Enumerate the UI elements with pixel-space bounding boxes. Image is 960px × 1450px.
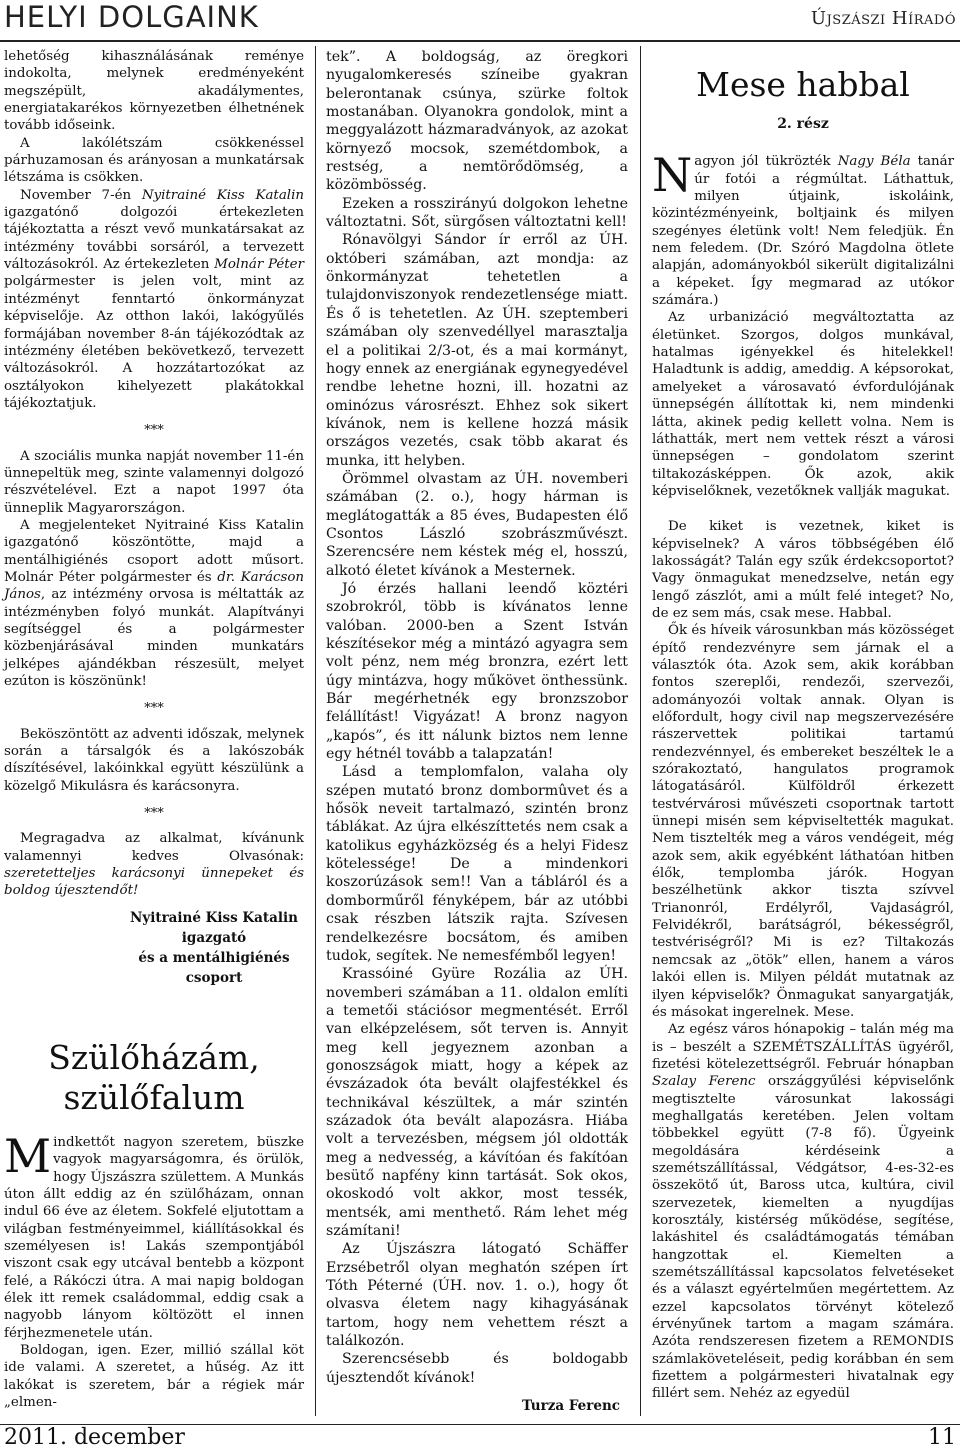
article-headline: Szülőházám, szülőfalum <box>48 1037 260 1117</box>
page-header <box>0 0 960 40</box>
paragraph: Ők és híveik városunkban más közösséget építő rendezvényre sem járnak el a választók óta. Azok sem, akik korábban fontos szereplői, rendezői, szervezői, adományozói voltak annak. Olyan is előfordult, hogy civil nap megszervezésére rászervettek politikai tartamú rendezvénnyel, és embereket beszéltek le a szórakoztató, hangulatos programok látogatásáról. Külföldről érkezett testvérvárosi művészeti csoportnak tartott ünnepi misén sem képviseltették magukat. Nem tisztelték meg a város vendégeit, még azok sem, akik egyébként láthatóan hitben élők, templomba járók. Hogyan beszélhetünk akkor tiszta szívvel Trianonról, Erdélyről, Vajdaságról, Felvidékről, barátságról, békességről, testvériségről? Mi is ez? Tiltakozás nemcsak az „ötök” ellen, hanem a város lakói ellen is. Milyen példát mutatnak az ilyen képviselők? Önmagukat sanyargatják, és másokat ingerelnek. Mese. <box>652 623 954 1020</box>
signature: Nyitrainé Kiss Katalin igazgató és a mentálhigiénés csoport <box>130 909 298 986</box>
paragraph: November 7-én Nyitrainé Kiss Katalin igazgatónő dolgozói értekezleten tájékoztatta a részt vevő munkatársakat az intézmény további sorsáról, a tervezett változásokról. Az értekezleten Molnár Péter polgármester is jelen volt, mint az intézményt fenntartó önkormányzat képviselője. Az otthon lakói, lakógyűlés formájában november 8-án tájékozódtak az intézmény életében bekövetkező, tervezett változásokról. A hozzátartozókat az osztályokon kihelyezett plakátokkal tájékoztatjuk. <box>4 187 304 411</box>
paragraph: Megragadva az alkalmat, kívánunk valamennyi kedves Olvasónak: szeretetteljes karácsonyi ünnepeket és boldog újesztendőt! <box>4 831 304 899</box>
paragraph: Jó érzés hallani leendő köztéri szobrokról, több is kívánatos lenne valóban. 2000-ben a Szent István készítésekor még a mintázó agyagra sem volt pénz, nem még bronzra, ezért lett úgy mintázva, hogy műkövet önthessünk. Bár megérhetnék egy bronzszobor felállítást! Vigyázat! A bronz nagyon „kapós”, és itt nálunk biztos nem lenne egy hétnél tovább a talapzatán! <box>326 580 628 763</box>
paragraph: Mindkettőt nagyon szeretem, büszke vagyok magyarságomra, és örülök, hogy Újszászra születtem. A Munkás úton állt eddig az én szülőházam, onnan indul 66 éve az életem. Sokfelé eljutottam a világban festményeimmel, kiállításokkal és személyesen is! Lakás szempontjából viszont csak egy utcával bentebb a központ felé, a Rákóczi útra. A mai napig boldogan élek itt remek családommal, eddig csak a nagyobb lányom költözött el innen férjhezmenetele után. <box>4 1128 304 1341</box>
paragraph: Örömmel olvastam az ÚH. novemberi számában (2. o.), hogy hárman is meglátogatták a 85 éves, Budapesten élő Csontos László szobrászművészt. Szerencsére nem késtek még el, hosszú, alkotó életet kívánok a Mesternek. <box>326 470 628 579</box>
header-rule <box>0 40 960 42</box>
column-rule-2 <box>640 46 641 1416</box>
drop-cap: M <box>4 1128 52 1183</box>
paragraph: Az Újszászra látogató Schäffer Erzsébetről olyan meghatón szépen írt Tóth Péterné (ÚH. nov. 1. o.), hogy őt olvasva életem nagy kihagyásának tartom, hogy nem vehettem részt a találkozón. <box>326 1241 628 1350</box>
issue-date: 2011. december <box>4 1425 185 1450</box>
column-2 <box>326 48 628 1415</box>
newspaper-name: Újszászi Híradó <box>810 8 956 29</box>
separator: *** <box>144 806 164 822</box>
paragraph: Az egész város hónapokig – talán még ma is – beszélt a SZEMÉTSZÁLLÍTÁS ügyéről, fizetési kötelezettségről. Február hónapban Szalay Ferenc országgyűlési képviselőnk megtisztelte városunkat lakossági meghallgatás keretében. Jelen voltam többekkel együtt (7-8 fő). Ügyeink megoldására kérdéseink a szemétszállítással, Védgátsor, 4-es-32-es összekötő út, Baross utca, kultúra, civil szervezetek, kiemelten a nyugdíjas korosztály, kistérség működése, segítése, lakáshitel és családtámogatás témában hangzottak el. Kiemelten a szemétszállítással kapcsolatos felvetéseket és a választ egyértelműen megértettem. Az ezzel kapcsolatos törvényt kötelező érvényűnek tartom a magam számára. Azóta rendszeresen fizetem a REMONDIS számlaköveteléseit, pedig korábban én sem fizettem a polgármesteri hivatalnak egy fillért sem. Nehéz az egyedül <box>652 1022 954 1402</box>
paragraph: Boldogan, igen. Ezer, millió szállal köt ide valami. A szeretet, a hűség. Az itt lakókat is szeretem, bár a régiek már „elmen- <box>4 1342 304 1410</box>
article-title: Mese habbal <box>696 65 910 104</box>
paragraph: Rónavölgyi Sándor ír erről az ÚH. októberi számában, azt mondja: az önkormányzat tehetetlen a tulajdonviszonyok rendezetlensége miatt. És ő is tehetetlen. Az ÚH. szeptemberi számában oly szenvedéllyel marasztalja el a politikai 2/3-ot, és a mai kormányt, hogy ennek az energiának egynegyedével rendbe lehetne hozni, ill. hozatni az ominózus városrészt. Ehhez sok sikert kívánok, nem is kellene hozzá másik országos vezetés, csak több akarat és munka, itt helyben. <box>326 232 628 469</box>
paragraph: Ezeken a rosszirányú dolgokon lehetne változtatni. Sőt, sürgősen változtatni kell! <box>326 195 628 231</box>
paragraph: Nagyon jól tükrözték Nagy Béla tanár úr fotói a régmúltat. Láthattuk, milyen útjaink, iskoláink, közintézményeink, boltjaink és milyen szegényes életünk volt! Nem feledjük. Én nem feledem. (Dr. Szóró Magdolna ötlete alapján, adományokból sikerült digitalizálni a képeket. Így megmarad az utókor számára.) <box>652 148 954 309</box>
author-name: Turza Ferenc <box>521 1398 620 1415</box>
page-number: 11 <box>928 1425 956 1450</box>
paragraph: tek”. A boldogság, az öregkori nyugalomkeresés színeibe gyakran belerontanak csúnya, szürke foltok mostanában. Olyanokra gondolok, mint a meggyalázott házmaradványok, az azokat környező mocsok, szemétdombok, a restség, a nemtörődömség, a közömbösség. <box>326 49 628 194</box>
paragraph: lehetőség kihasználásának reménye indokolta, melynek eredményeként megszépült, akadálymentes, energiatakarékos környezetben élhetnének tovább időseink. <box>4 49 304 134</box>
paragraph: Az urbanizáció megváltoztatta az életünket. Szorgos, dolgos munkával, hatalmas igényekkel és hitelekkel! Haladtunk is addig, ameddig. A képsorokat, amelyeket a városavató évfordulójának ünnepségén állítottak ki, nem mindenki látta, akinek pedig kellett volna. Nem is láthatták, mert nem vettek részt a városi ünnepségen – gondolatom szerint tiltakozásképpen. Ők azok, akik képviselőknek, vezetőknek vallják magukat. <box>652 310 954 499</box>
column-1 <box>4 48 304 1411</box>
section-title: HELYI DOLGAINK <box>4 0 259 34</box>
paragraph: Szerencsésebb és boldogabb újesztendőt kívánok! <box>326 1351 628 1386</box>
paragraph: A megjelenteket Nyitrainé Kiss Katalin igazgatónő köszöntötte, majd a mentálhigiénés csoport adott műsort. Molnár Péter polgármester és dr. Karácson János, az intézmény orvosa is méltatták az intézményben folyó munkát. Alapítványi segítséggel és a polgármester közbenjárásával minden munkatárs jelképes ajándékban részesült, melyet ezúton is köszönünk! <box>4 517 305 690</box>
paragraph: A lakólétszám csökkenéssel párhuzamosan és arányosan a munkatársak létszáma is csökken. <box>4 135 304 186</box>
separator: *** <box>144 423 164 439</box>
paragraph: Lásd a templomfalon, valaha oly szépen mutató bronz dombormûvet és a hősök neveit tartalmazó, szintén bronz táblákat. Az újra elkészíttetés nem csak a katolikus egyházközség és a helyi Fidesz kötelessége! De a mindenkori koszorúzások sem!! Van a tábláról és a domborműről fényképem, bár az utóbbi csak részben látszik rajta. Szívesen rendelkezésre bocsátom, és amiben tudok, segítek. Ne nemesfémből legyen! <box>326 764 628 964</box>
column-rule-1 <box>315 46 316 1416</box>
paragraph: Beköszöntött az adventi időszak, melynek során a társalgók és a lakószobák díszítésével, lakóinkkal együtt készülünk a közelgő Mikulásra és karácsonyra. <box>4 726 304 794</box>
drop-cap: N <box>652 148 693 203</box>
separator: *** <box>144 701 164 717</box>
column-3 <box>652 48 954 1403</box>
paragraph: Krassóiné Gyüre Rozália az ÚH. novemberi számában a 11. oldalon említi a temetői stációsor megmentését. Erről van elképzelésem, sőt terven is. Annyit meg kell jegyeznem azonban a gonoszságok miatt, hogy a képek az évszázadok óta bevált olajfestékkel és technikával készültek, a már szintén századok óta bevált alapozásra. Hiába volt a tervezésben, mégsem jól oldották meg a nedvesség, a kávítóan és fakítóan besütő napfény kinn tartását. Sok okos, okoskodó volt akkor, most tessék, mentsék, ami menthető. Rám lehet még számítani! <box>326 966 628 1239</box>
article-part: 2. rész <box>777 116 829 132</box>
paragraph: A szociális munka napját november 11-én ünnepeltük meg, szinte valamennyi dolgozó részvételével. Ezt a napot 1997 óta ünneplik Magyarországon. <box>4 448 304 516</box>
paragraph: De kiket is vezetnek, kiket is képviselnek? A város többségében élő lakosságát? Talán egy szűk érdekcsoportot? Vagy önmagukat menedzselve, netán egy lengő zászlót, ami a múlt felé integet? No, de ez sem más, csak mese. Habbal. <box>652 519 954 621</box>
